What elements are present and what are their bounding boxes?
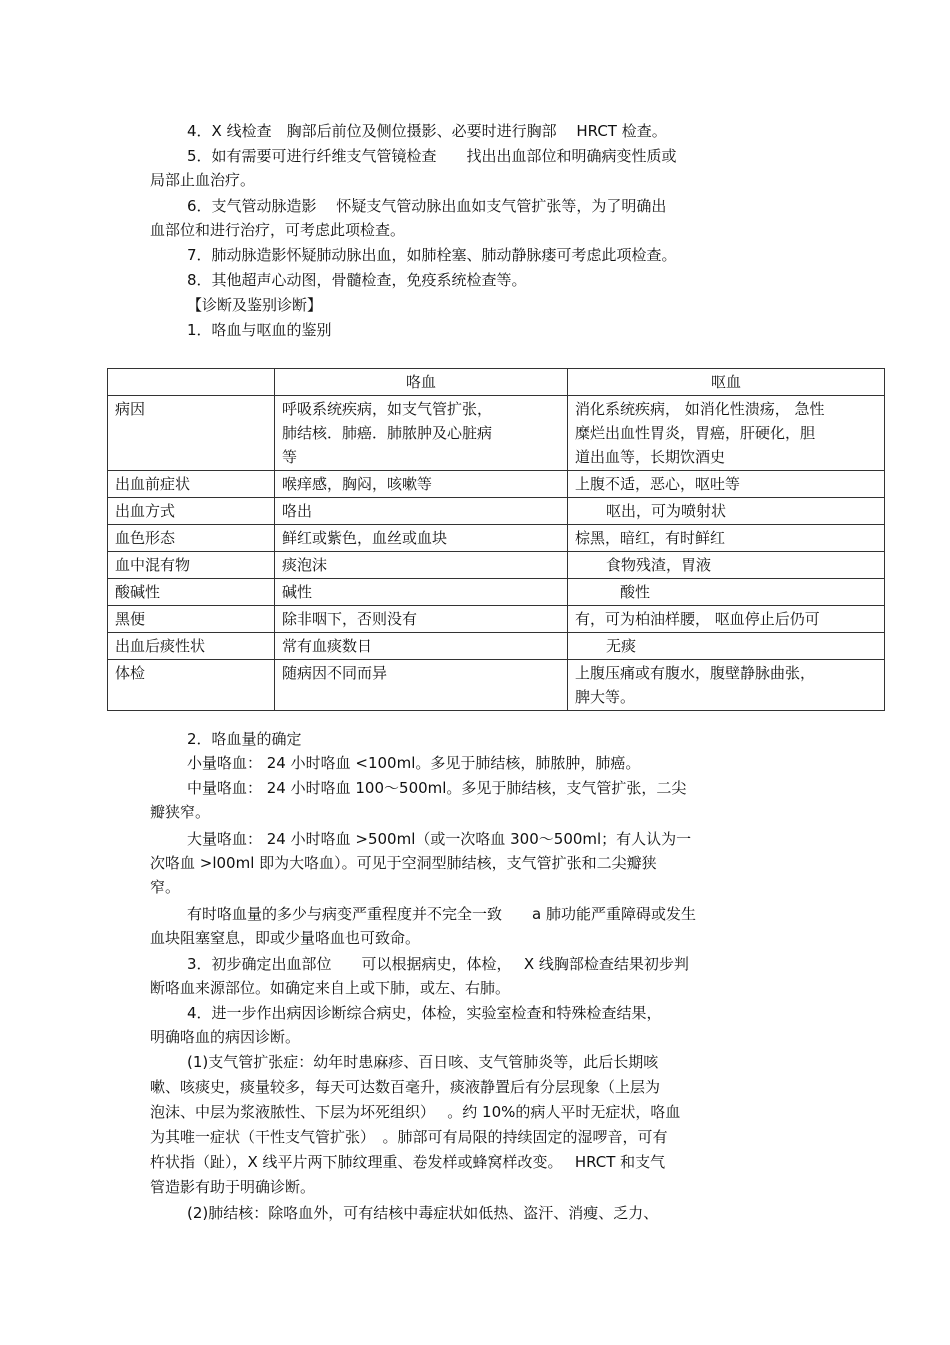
text-line: 明确咯血的病因诊断。 xyxy=(150,1028,301,1046)
table-header-cell xyxy=(108,369,275,396)
text-line: 泡沫、中层为浆液脓性、下层为坏死组织） 。约 10%的病人平时无症状，咯血 xyxy=(150,1103,681,1121)
table-row xyxy=(108,633,885,660)
cell-hemoptysis: 咯出 xyxy=(275,498,568,525)
text-line: 窄。 xyxy=(150,878,181,896)
cell-hematemesis: 上腹不适，恶心，呕吐等 xyxy=(568,471,885,498)
text-line: (2)肺结核：除咯血外，可有结核中毒症状如低热、盗汗、消瘦、乏力、 xyxy=(187,1204,659,1222)
cell-hemoptysis: 除非咽下，否则没有 xyxy=(275,606,568,633)
cell-line: 糜烂出血性胃炎，胃癌，肝硬化，胆 xyxy=(575,424,816,442)
cell-hemoptysis: 痰泡沫 xyxy=(275,552,568,579)
cell-hematemesis: 食物残渣，胃液 xyxy=(568,552,885,579)
row-label: 出血后痰性状 xyxy=(108,633,275,660)
cell-hematemesis: 有，可为柏油样腰， 呕血停止后仍可 xyxy=(568,606,885,633)
text-line: 4．进一步作出病因诊断综合病史，体检，实验室检查和特殊检查结果， xyxy=(187,1004,662,1022)
cell-line: 等 xyxy=(282,448,298,466)
cell-hemoptysis: 喉痒感，胸闷，咳嗽等 xyxy=(275,471,568,498)
table-row xyxy=(108,660,885,711)
cell-line: 呼吸系统疾病，如支气管扩张， xyxy=(282,400,493,418)
text-line: 局部止血治疗。 xyxy=(150,171,256,189)
text-line: 次咯血 >l00ml 即为大咯血）。可见于空洞型肺结核，支气管扩张和二尖瓣狭 xyxy=(150,854,657,872)
text-line: 为其唯一症状（干性支气管扩张） 。肺部可有局限的持续固定的湿啰音，可有 xyxy=(150,1128,668,1146)
row-label: 病因 xyxy=(108,396,275,471)
cell-hematemesis: 棕黑，暗红，有时鲜红 xyxy=(568,525,885,552)
text-line: 小量咯血： 24 小时咯血 <100ml。多见于肺结核，肺脓肿，肺癌。 xyxy=(187,754,641,772)
cell-line: 上腹压痛或有腹水，腹壁静脉曲张， xyxy=(575,664,816,682)
cell-hemoptysis: 随病因不同而异 xyxy=(275,660,568,711)
cell-line: 道出血等，长期饮酒史 xyxy=(575,448,726,466)
text-line: 血块阻塞窒息，即或少量咯血也可致命。 xyxy=(150,929,421,947)
comparison-table xyxy=(107,368,885,711)
row-label: 出血方式 xyxy=(108,498,275,525)
row-label: 体检 xyxy=(108,660,275,711)
cell-hemoptysis: 常有血痰数日 xyxy=(275,633,568,660)
table-row xyxy=(108,471,885,498)
text-line: 大量咯血： 24 小时咯血 >500ml（或一次咯血 300～500ml；有人认为一 xyxy=(187,830,692,848)
text-line: 中量咯血： 24 小时咯血 100～500ml。多见于肺结核，支气管扩张，二尖 xyxy=(187,779,687,797)
row-label: 出血前症状 xyxy=(108,471,275,498)
table-header-row xyxy=(108,369,885,396)
table-header-cell: 咯血 xyxy=(275,369,568,396)
row-label: 血中混有物 xyxy=(108,552,275,579)
text-line: 3．初步确定出血部位 可以根据病史，体检， X 线胸部检查结果初步判 xyxy=(187,955,689,973)
text-line: 嗽、咳痰史，痰量较多，每天可达数百毫升，痰液静置后有分层现象（上层为 xyxy=(150,1078,661,1096)
text-line: 7．肺动脉造影怀疑肺动脉出血，如肺栓塞、肺动静脉瘘可考虑此项检查。 xyxy=(187,246,677,264)
text-line: 血部位和进行治疗，可考虑此项检查。 xyxy=(150,221,406,239)
cell-hematemesis: 无痰 xyxy=(568,633,885,660)
cell-hemoptysis: 鲜红或紫色，血丝或血块 xyxy=(275,525,568,552)
text-line: 4．X 线检查 胸部后前位及侧位摄影、必要时进行胸部 HRCT 检查。 xyxy=(187,122,667,140)
table-row xyxy=(108,606,885,633)
section-heading: 【诊断及鉴别诊断】 xyxy=(187,296,323,314)
text-line: 杵状指（趾），X 线平片两下肺纹理重、卷发样或蜂窝样改变。 HRCT 和支气 xyxy=(150,1153,666,1171)
cell-hemoptysis xyxy=(275,396,568,471)
cell-hematemesis: 呕出，可为喷射状 xyxy=(568,498,885,525)
cell-hematemesis: 酸性 xyxy=(568,579,885,606)
text-line: 管造影有助于明确诊断。 xyxy=(150,1178,316,1196)
cell-line: 脾大等。 xyxy=(575,688,636,706)
text-line: 5．如有需要可进行纤维支气管镜检查 找出出血部位和明确病变性质或 xyxy=(187,147,677,165)
table-row xyxy=(108,552,885,579)
cell-hemoptysis: 碱性 xyxy=(275,579,568,606)
cell-hematemesis xyxy=(568,660,885,711)
text-line: 8．其他超声心动图，骨髓检查，免疫系统检查等。 xyxy=(187,271,527,289)
cell-line: 肺结核．肺癌．肺脓肿及心脏病 xyxy=(282,424,493,442)
text-line: 有时咯血量的多少与病变严重程度并不完全一致 a 肺功能严重障碍或发生 xyxy=(187,905,696,923)
table-row xyxy=(108,525,885,552)
text-line: 6．支气管动脉造影 怀疑支气管动脉出血如支气管扩张等，为了明确出 xyxy=(187,197,667,215)
cell-line: 消化系统疾病， 如消化性溃疡， 急性 xyxy=(575,400,825,418)
table-header-cell: 呕血 xyxy=(568,369,885,396)
table-row xyxy=(108,579,885,606)
table-row xyxy=(108,498,885,525)
row-label: 酸碱性 xyxy=(108,579,275,606)
cell-hematemesis xyxy=(568,396,885,471)
row-label: 黑便 xyxy=(108,606,275,633)
subsection-heading: 1．咯血与呕血的鉴别 xyxy=(187,321,332,339)
table-row xyxy=(108,396,885,471)
text-line: (1)支气管扩张症：幼年时患麻疹、百日咳、支气管肺炎等，此后长期咳 xyxy=(187,1053,659,1071)
text-line: 断咯血来源部位。如确定来自上或下肺，或左、右肺。 xyxy=(150,979,511,997)
subsection-heading: 2．咯血量的确定 xyxy=(187,730,302,748)
text-line: 瓣狭窄。 xyxy=(150,803,211,821)
row-label: 血色形态 xyxy=(108,525,275,552)
